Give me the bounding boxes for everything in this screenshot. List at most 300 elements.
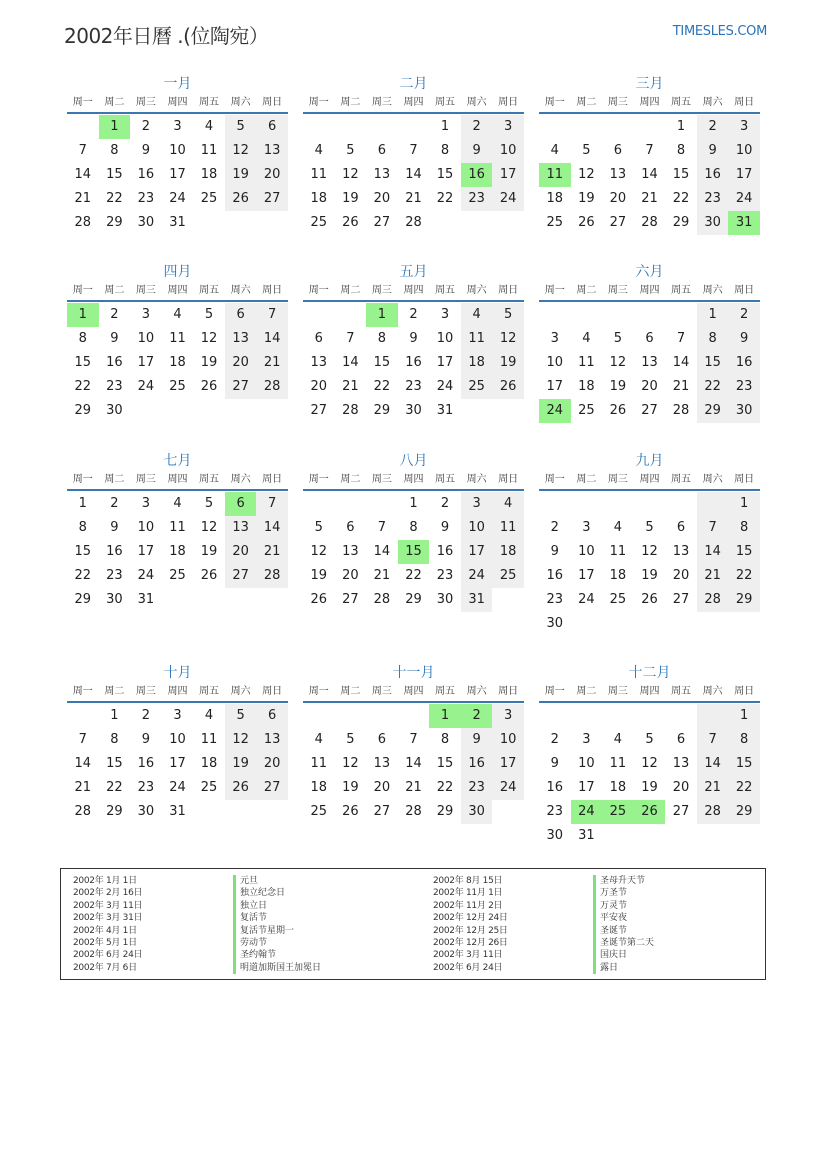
day-cell[interactable]: 5: [204, 307, 214, 322]
day-cell[interactable]: 30: [137, 804, 155, 819]
day-cell[interactable]: 24: [436, 379, 454, 394]
day-cell[interactable]: 17: [436, 355, 454, 370]
day-cell[interactable]: 18: [200, 756, 218, 771]
day-cell[interactable]: 31: [436, 403, 454, 418]
day-cell[interactable]: 10: [578, 544, 595, 559]
day-cell[interactable]: 20: [342, 568, 359, 583]
day-cell[interactable]: 9: [110, 331, 119, 346]
day-cell[interactable]: 25: [602, 800, 634, 824]
day-cell[interactable]: 17: [578, 568, 595, 583]
day-cell[interactable]: 7: [645, 143, 654, 158]
day-cell[interactable]: 7: [256, 492, 288, 516]
day-cell[interactable]: 8: [728, 516, 760, 540]
day-cell[interactable]: 23: [461, 776, 493, 800]
day-cell[interactable]: 15: [436, 756, 454, 771]
day-cell[interactable]: 7: [346, 331, 355, 346]
day-cell[interactable]: 19: [492, 351, 524, 375]
day-cell[interactable]: 18: [546, 191, 564, 206]
day-cell[interactable]: 3: [173, 119, 182, 134]
day-cell[interactable]: 24: [492, 776, 524, 800]
day-cell[interactable]: 26: [641, 592, 658, 607]
day-cell[interactable]: 4: [173, 496, 182, 511]
day-cell[interactable]: 9: [110, 520, 119, 535]
day-cell[interactable]: 23: [405, 379, 422, 394]
day-cell[interactable]: 4: [173, 307, 182, 322]
day-cell[interactable]: 3: [141, 307, 151, 322]
day-cell[interactable]: 18: [169, 355, 186, 370]
day-cell[interactable]: 4: [613, 520, 623, 535]
day-cell[interactable]: 20: [256, 752, 288, 776]
day-cell[interactable]: 11: [461, 327, 493, 351]
day-cell[interactable]: 12: [578, 167, 595, 182]
day-cell[interactable]: 26: [342, 215, 359, 230]
day-cell[interactable]: 29: [106, 804, 123, 819]
day-cell[interactable]: 22: [106, 780, 123, 795]
day-cell[interactable]: 2: [461, 115, 493, 139]
day-cell[interactable]: 29: [405, 592, 422, 607]
day-cell[interactable]: 4: [314, 143, 323, 158]
day-cell[interactable]: 5: [645, 520, 654, 535]
day-cell[interactable]: 1: [697, 303, 729, 327]
day-cell[interactable]: 12: [342, 167, 359, 182]
day-cell[interactable]: 28: [342, 403, 359, 418]
day-cell[interactable]: 9: [550, 756, 559, 771]
day-cell[interactable]: 12: [641, 756, 658, 771]
day-cell[interactable]: 28: [641, 215, 658, 230]
day-cell[interactable]: 8: [697, 327, 729, 351]
day-cell[interactable]: 10: [728, 139, 760, 163]
day-cell[interactable]: 2: [409, 307, 418, 322]
day-cell[interactable]: 23: [546, 804, 564, 819]
day-cell[interactable]: 14: [256, 327, 288, 351]
day-cell[interactable]: 27: [256, 776, 288, 800]
day-cell[interactable]: 10: [492, 139, 524, 163]
day-cell[interactable]: 5: [582, 143, 591, 158]
day-cell[interactable]: 24: [169, 191, 186, 206]
day-cell[interactable]: 4: [550, 143, 559, 158]
day-cell[interactable]: 22: [74, 379, 92, 394]
day-cell[interactable]: 10: [436, 331, 454, 346]
day-cell[interactable]: 30: [697, 211, 729, 235]
day-cell[interactable]: 15: [106, 756, 123, 771]
day-cell[interactable]: 13: [373, 756, 391, 771]
day-cell[interactable]: 29: [106, 215, 123, 230]
day-cell[interactable]: 21: [74, 191, 92, 206]
day-cell[interactable]: 18: [578, 379, 595, 394]
day-cell[interactable]: 24: [539, 399, 571, 423]
day-cell[interactable]: 22: [405, 568, 422, 583]
day-cell[interactable]: 30: [436, 592, 454, 607]
day-cell[interactable]: 20: [225, 351, 257, 375]
day-cell[interactable]: 6: [613, 143, 623, 158]
day-cell[interactable]: 3: [550, 331, 559, 346]
day-cell[interactable]: 6: [377, 143, 387, 158]
day-cell[interactable]: 22: [106, 191, 123, 206]
day-cell[interactable]: 16: [728, 351, 760, 375]
day-cell[interactable]: 7: [697, 516, 729, 540]
day-cell[interactable]: 1: [409, 496, 418, 511]
day-cell[interactable]: 26: [225, 776, 257, 800]
day-cell[interactable]: 15: [728, 752, 760, 776]
day-cell[interactable]: 9: [728, 327, 760, 351]
day-cell[interactable]: 16: [106, 355, 123, 370]
day-cell[interactable]: 9: [409, 331, 418, 346]
day-cell[interactable]: 7: [377, 520, 387, 535]
day-cell[interactable]: 22: [697, 375, 729, 399]
day-cell[interactable]: 28: [373, 592, 391, 607]
day-cell[interactable]: 22: [74, 568, 92, 583]
day-cell[interactable]: 14: [405, 756, 422, 771]
day-cell[interactable]: 27: [225, 564, 257, 588]
day-cell[interactable]: 25: [609, 592, 627, 607]
day-cell[interactable]: 17: [728, 163, 760, 187]
day-cell[interactable]: 15: [697, 351, 729, 375]
day-cell[interactable]: 23: [106, 379, 123, 394]
day-cell[interactable]: 8: [78, 331, 87, 346]
day-cell[interactable]: 29: [74, 403, 92, 418]
day-cell[interactable]: 24: [169, 780, 186, 795]
day-cell[interactable]: 16: [697, 163, 729, 187]
day-cell[interactable]: 20: [609, 191, 627, 206]
day-cell[interactable]: 20: [373, 780, 391, 795]
day-cell[interactable]: 28: [697, 800, 729, 824]
day-cell[interactable]: 23: [137, 191, 155, 206]
day-cell[interactable]: 20: [672, 780, 690, 795]
day-cell[interactable]: 23: [546, 592, 564, 607]
day-cell[interactable]: 29: [672, 215, 690, 230]
day-cell[interactable]: 16: [546, 568, 564, 583]
day-cell[interactable]: 21: [672, 379, 690, 394]
day-cell[interactable]: 25: [169, 379, 186, 394]
day-cell[interactable]: 8: [440, 732, 450, 747]
day-cell[interactable]: 9: [440, 520, 450, 535]
day-cell[interactable]: 14: [405, 167, 422, 182]
day-cell[interactable]: 20: [225, 540, 257, 564]
day-cell[interactable]: 21: [697, 564, 729, 588]
day-cell[interactable]: 1: [440, 119, 450, 134]
day-cell[interactable]: 15: [398, 540, 430, 564]
day-cell[interactable]: 15: [106, 167, 123, 182]
day-cell[interactable]: 18: [609, 780, 627, 795]
day-cell[interactable]: 11: [200, 143, 218, 158]
day-cell[interactable]: 6: [314, 331, 323, 346]
day-cell[interactable]: 23: [137, 780, 155, 795]
day-cell[interactable]: 1: [67, 303, 99, 327]
day-cell[interactable]: 15: [74, 355, 92, 370]
day-cell[interactable]: 30: [106, 592, 123, 607]
day-cell[interactable]: 30: [106, 403, 123, 418]
day-cell[interactable]: 11: [310, 756, 328, 771]
day-cell[interactable]: 13: [342, 544, 359, 559]
day-cell[interactable]: 29: [697, 399, 729, 423]
day-cell[interactable]: 19: [200, 355, 218, 370]
day-cell[interactable]: 16: [461, 752, 493, 776]
day-cell[interactable]: 6: [256, 704, 288, 728]
day-cell[interactable]: 12: [200, 520, 218, 535]
day-cell[interactable]: 8: [440, 143, 450, 158]
day-cell[interactable]: 14: [342, 355, 359, 370]
day-cell[interactable]: 14: [697, 752, 729, 776]
day-cell[interactable]: 25: [200, 780, 218, 795]
day-cell[interactable]: 29: [728, 800, 760, 824]
day-cell[interactable]: 23: [106, 568, 123, 583]
day-cell[interactable]: 31: [137, 592, 155, 607]
day-cell[interactable]: 5: [492, 303, 524, 327]
day-cell[interactable]: 10: [461, 516, 493, 540]
day-cell[interactable]: 23: [697, 187, 729, 211]
day-cell[interactable]: 8: [110, 143, 119, 158]
day-cell[interactable]: 8: [409, 520, 418, 535]
site-logo[interactable]: TIMESLES.COM: [672, 24, 767, 39]
day-cell[interactable]: 25: [310, 804, 328, 819]
day-cell[interactable]: 14: [672, 355, 690, 370]
day-cell[interactable]: 5: [613, 331, 623, 346]
day-cell[interactable]: 27: [609, 215, 627, 230]
day-cell[interactable]: 3: [461, 492, 493, 516]
day-cell[interactable]: 26: [609, 403, 627, 418]
day-cell[interactable]: 11: [169, 520, 186, 535]
day-cell[interactable]: 13: [672, 544, 690, 559]
day-cell[interactable]: 25: [578, 403, 595, 418]
day-cell[interactable]: 25: [200, 191, 218, 206]
day-cell[interactable]: 15: [436, 167, 454, 182]
day-cell[interactable]: 7: [676, 331, 686, 346]
day-cell[interactable]: 20: [373, 191, 391, 206]
day-cell[interactable]: 27: [256, 187, 288, 211]
day-cell[interactable]: 27: [373, 215, 391, 230]
day-cell[interactable]: 28: [256, 564, 288, 588]
day-cell[interactable]: 20: [310, 379, 328, 394]
day-cell[interactable]: 25: [492, 564, 524, 588]
day-cell[interactable]: 10: [492, 728, 524, 752]
day-cell[interactable]: 14: [256, 516, 288, 540]
day-cell[interactable]: 21: [342, 379, 359, 394]
day-cell[interactable]: 3: [141, 496, 151, 511]
day-cell[interactable]: 11: [609, 544, 627, 559]
day-cell[interactable]: 14: [697, 540, 729, 564]
day-cell[interactable]: 19: [641, 568, 658, 583]
day-cell[interactable]: 1: [99, 115, 131, 139]
day-cell[interactable]: 7: [697, 728, 729, 752]
day-cell[interactable]: 3: [492, 704, 524, 728]
day-cell[interactable]: 26: [634, 800, 666, 824]
day-cell[interactable]: 8: [676, 143, 686, 158]
day-cell[interactable]: 28: [405, 215, 422, 230]
day-cell[interactable]: 10: [578, 756, 595, 771]
day-cell[interactable]: 25: [461, 375, 493, 399]
day-cell[interactable]: 27: [641, 403, 658, 418]
day-cell[interactable]: 18: [310, 780, 328, 795]
day-cell[interactable]: 12: [609, 355, 627, 370]
day-cell[interactable]: 27: [225, 375, 257, 399]
day-cell[interactable]: 21: [405, 191, 422, 206]
day-cell[interactable]: 25: [169, 568, 186, 583]
day-cell[interactable]: 5: [225, 115, 257, 139]
day-cell[interactable]: 5: [346, 143, 355, 158]
day-cell[interactable]: 21: [256, 351, 288, 375]
day-cell[interactable]: 1: [728, 492, 760, 516]
day-cell[interactable]: 1: [676, 119, 686, 134]
day-cell[interactable]: 22: [373, 379, 391, 394]
day-cell[interactable]: 18: [609, 568, 627, 583]
day-cell[interactable]: 18: [492, 540, 524, 564]
day-cell[interactable]: 2: [141, 119, 151, 134]
day-cell[interactable]: 3: [440, 307, 450, 322]
day-cell[interactable]: 23: [461, 187, 493, 211]
day-cell[interactable]: 13: [256, 139, 288, 163]
day-cell[interactable]: 17: [461, 540, 493, 564]
day-cell[interactable]: 6: [676, 520, 686, 535]
day-cell[interactable]: 21: [74, 780, 92, 795]
day-cell[interactable]: 12: [342, 756, 359, 771]
day-cell[interactable]: 11: [578, 355, 595, 370]
day-cell[interactable]: 8: [78, 520, 87, 535]
day-cell[interactable]: 3: [582, 520, 591, 535]
day-cell[interactable]: 17: [578, 780, 595, 795]
day-cell[interactable]: 19: [200, 544, 218, 559]
day-cell[interactable]: 2: [550, 520, 559, 535]
day-cell[interactable]: 5: [204, 496, 214, 511]
day-cell[interactable]: 11: [310, 167, 328, 182]
day-cell[interactable]: 22: [728, 564, 760, 588]
day-cell[interactable]: 12: [225, 728, 257, 752]
day-cell[interactable]: 16: [546, 780, 564, 795]
day-cell[interactable]: 18: [169, 544, 186, 559]
day-cell[interactable]: 4: [613, 732, 623, 747]
day-cell[interactable]: 24: [461, 564, 493, 588]
day-cell[interactable]: 21: [373, 568, 391, 583]
day-cell[interactable]: 3: [582, 732, 591, 747]
day-cell[interactable]: 19: [641, 780, 658, 795]
day-cell[interactable]: 6: [377, 732, 387, 747]
day-cell[interactable]: 31: [461, 588, 493, 612]
day-cell[interactable]: 13: [672, 756, 690, 771]
day-cell[interactable]: 9: [461, 728, 493, 752]
day-cell[interactable]: 19: [342, 191, 359, 206]
day-cell[interactable]: 30: [137, 215, 155, 230]
day-cell[interactable]: 29: [728, 588, 760, 612]
day-cell[interactable]: 7: [409, 143, 418, 158]
day-cell[interactable]: 24: [728, 187, 760, 211]
day-cell[interactable]: 15: [373, 355, 391, 370]
day-cell[interactable]: 4: [582, 331, 591, 346]
day-cell[interactable]: 12: [492, 327, 524, 351]
day-cell[interactable]: 13: [373, 167, 391, 182]
day-cell[interactable]: 14: [74, 167, 92, 182]
day-cell[interactable]: 11: [609, 756, 627, 771]
day-cell[interactable]: 7: [78, 732, 87, 747]
day-cell[interactable]: 27: [672, 592, 690, 607]
day-cell[interactable]: 29: [74, 592, 92, 607]
day-cell[interactable]: 21: [256, 540, 288, 564]
day-cell[interactable]: 31: [169, 804, 186, 819]
day-cell[interactable]: 5: [346, 732, 355, 747]
day-cell[interactable]: 13: [225, 327, 257, 351]
day-cell[interactable]: 14: [641, 167, 658, 182]
day-cell[interactable]: 11: [169, 331, 186, 346]
day-cell[interactable]: 27: [373, 804, 391, 819]
day-cell[interactable]: 19: [310, 568, 328, 583]
day-cell[interactable]: 10: [137, 331, 155, 346]
day-cell[interactable]: 2: [461, 704, 493, 728]
day-cell[interactable]: 24: [571, 800, 603, 824]
day-cell[interactable]: 21: [641, 191, 658, 206]
day-cell[interactable]: 26: [200, 568, 218, 583]
day-cell[interactable]: 4: [492, 492, 524, 516]
day-cell[interactable]: 19: [342, 780, 359, 795]
day-cell[interactable]: 21: [697, 776, 729, 800]
day-cell[interactable]: 2: [728, 303, 760, 327]
day-cell[interactable]: 1: [78, 496, 87, 511]
day-cell[interactable]: 31: [728, 211, 760, 235]
day-cell[interactable]: 27: [342, 592, 359, 607]
day-cell[interactable]: 12: [641, 544, 658, 559]
day-cell[interactable]: 1: [728, 704, 760, 728]
day-cell[interactable]: 22: [728, 776, 760, 800]
day-cell[interactable]: 3: [173, 708, 182, 723]
day-cell[interactable]: 27: [672, 804, 690, 819]
day-cell[interactable]: 17: [169, 756, 186, 771]
day-cell[interactable]: 16: [461, 163, 493, 187]
day-cell[interactable]: 19: [225, 163, 257, 187]
day-cell[interactable]: 17: [169, 167, 186, 182]
day-cell[interactable]: 26: [578, 215, 595, 230]
day-cell[interactable]: 3: [728, 115, 760, 139]
day-cell[interactable]: 17: [492, 163, 524, 187]
day-cell[interactable]: 2: [550, 732, 559, 747]
day-cell[interactable]: 6: [346, 520, 355, 535]
day-cell[interactable]: 23: [436, 568, 454, 583]
day-cell[interactable]: 28: [672, 403, 690, 418]
day-cell[interactable]: 10: [169, 143, 186, 158]
day-cell[interactable]: 2: [110, 307, 119, 322]
day-cell[interactable]: 7: [409, 732, 418, 747]
day-cell[interactable]: 4: [461, 303, 493, 327]
day-cell[interactable]: 10: [169, 732, 186, 747]
day-cell[interactable]: 16: [405, 355, 422, 370]
day-cell[interactable]: 19: [609, 379, 627, 394]
day-cell[interactable]: 15: [672, 167, 690, 182]
day-cell[interactable]: 1: [429, 704, 461, 728]
day-cell[interactable]: 30: [461, 800, 493, 824]
day-cell[interactable]: 26: [310, 592, 328, 607]
day-cell[interactable]: 15: [74, 544, 92, 559]
day-cell[interactable]: 4: [204, 708, 214, 723]
day-cell[interactable]: 24: [137, 379, 155, 394]
day-cell[interactable]: 8: [377, 331, 387, 346]
day-cell[interactable]: 1: [110, 708, 119, 723]
day-cell[interactable]: 16: [106, 544, 123, 559]
day-cell[interactable]: 6: [645, 331, 654, 346]
day-cell[interactable]: 26: [225, 187, 257, 211]
day-cell[interactable]: 10: [137, 520, 155, 535]
day-cell[interactable]: 22: [672, 191, 690, 206]
day-cell[interactable]: 2: [141, 708, 151, 723]
day-cell[interactable]: 7: [78, 143, 87, 158]
day-cell[interactable]: 21: [405, 780, 422, 795]
day-cell[interactable]: 16: [137, 167, 155, 182]
day-cell[interactable]: 11: [492, 516, 524, 540]
day-cell[interactable]: 25: [310, 215, 328, 230]
day-cell[interactable]: 28: [74, 804, 92, 819]
day-cell[interactable]: 13: [609, 167, 627, 182]
day-cell[interactable]: 2: [440, 496, 450, 511]
day-cell[interactable]: 3: [492, 115, 524, 139]
day-cell[interactable]: 17: [492, 752, 524, 776]
day-cell[interactable]: 13: [225, 516, 257, 540]
day-cell[interactable]: 26: [492, 375, 524, 399]
day-cell[interactable]: 24: [492, 187, 524, 211]
